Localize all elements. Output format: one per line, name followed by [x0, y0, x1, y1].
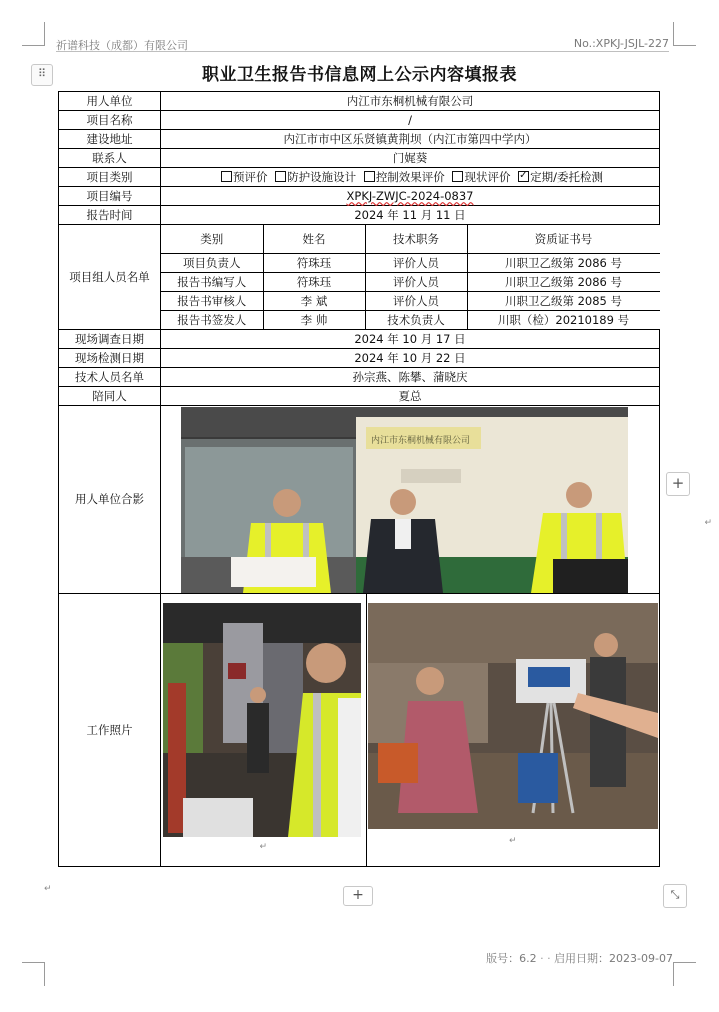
team-cert[interactable]: 川职卫乙级第 2085 号 — [467, 292, 660, 311]
category-option-status-eval[interactable]: 现状评价 — [448, 170, 510, 184]
crop-mark-bottom-left-h — [22, 962, 45, 963]
table-resize-icon[interactable]: ⤡ — [663, 884, 687, 908]
team-role[interactable]: 报告书编写人 — [161, 273, 263, 292]
category-option-facility-design[interactable]: 防护设施设计 — [271, 170, 356, 184]
escort-value[interactable]: 夏总 — [161, 387, 660, 406]
test-date-label: 现场检测日期 — [59, 349, 161, 368]
team-cell — [161, 225, 660, 330]
work-photo-right-cell — [366, 594, 659, 866]
work-photo-right-image[interactable] — [368, 603, 658, 829]
info-form-table — [58, 91, 713, 867]
team-header-role: 类别 — [161, 225, 263, 254]
survey-date-value[interactable]: 2024 年 10 月 17 日 — [161, 330, 660, 349]
team-cert[interactable]: 川职（检）20210189 号 — [467, 311, 660, 330]
survey-date-label: 现场调查日期 — [59, 330, 161, 349]
header-doc-no: No.:XPKJ-JSJL-227 — [573, 37, 669, 50]
team-header-name: 姓名 — [263, 225, 365, 254]
team-role[interactable]: 项目负责人 — [161, 254, 263, 273]
team-title[interactable]: 评价人员 — [365, 273, 467, 292]
employer-value[interactable]: 内江市东桐机械有限公司 — [161, 92, 660, 111]
address-label: 建设地址 — [59, 130, 161, 149]
crop-mark-bottom-left-v — [44, 962, 45, 986]
team-role[interactable]: 报告书签发人 — [161, 311, 263, 330]
project-no-value[interactable] — [161, 187, 660, 206]
work-photo-left-cell — [161, 594, 366, 866]
team-label: 项目组人员名单 — [59, 225, 161, 330]
project-no-label: 项目编号 — [59, 187, 161, 206]
project-no-text: XPKJ-ZWJC-2024-0837 — [346, 188, 474, 203]
team-header-cert: 资质证书号 — [467, 225, 660, 254]
paragraph-mark-icon: ↵ — [44, 884, 52, 894]
test-date-value[interactable]: 2024 年 10 月 22 日 — [161, 349, 660, 368]
team-name[interactable]: 李 斌 — [263, 292, 365, 311]
report-time-label: 报告时间 — [59, 206, 161, 225]
checkbox-icon[interactable] — [275, 171, 286, 182]
group-photo-cell — [161, 406, 713, 594]
paragraph-mark-icon: ↵ — [508, 836, 517, 846]
group-photo-image[interactable] — [181, 407, 628, 593]
crop-mark-top-left-h — [22, 45, 45, 46]
checkbox-icon[interactable] — [364, 171, 375, 182]
checkbox-icon[interactable] — [452, 171, 463, 182]
add-column-plus-icon[interactable]: + — [666, 472, 690, 496]
crop-mark-top-right-h — [673, 45, 696, 46]
crop-mark-top-right-v — [673, 22, 674, 46]
work-photo-cell — [161, 594, 660, 867]
team-title[interactable]: 评价人员 — [365, 254, 467, 273]
add-row-plus-icon[interactable]: + — [343, 886, 373, 906]
team-table — [161, 225, 660, 329]
team-title[interactable]: 评价人员 — [365, 292, 467, 311]
checkbox-icon[interactable] — [221, 171, 232, 182]
team-name[interactable]: 符珠珏 — [263, 273, 365, 292]
team-name[interactable]: 李 帅 — [263, 311, 365, 330]
technicians-label: 技术人员名单 — [59, 368, 161, 387]
report-time-value[interactable]: 2024 年 11 月 11 日 — [161, 206, 660, 225]
footer-version: 版号：6.2 — [486, 952, 537, 965]
contact-label: 联系人 — [59, 149, 161, 168]
work-photo-table — [161, 594, 659, 866]
project-name-value[interactable]: / — [161, 111, 660, 130]
contact-value[interactable]: 门娓葵 — [161, 149, 660, 168]
work-photo-left-image[interactable] — [163, 603, 361, 837]
team-cert[interactable]: 川职卫乙级第 2086 号 — [467, 254, 660, 273]
team-role[interactable]: 报告书审核人 — [161, 292, 263, 311]
group-photo-label: 用人单位合影 — [59, 406, 161, 594]
svg-text:内江市东桐机械有限公司: 内江市东桐机械有限公司 — [371, 435, 471, 446]
work-photo-label: 工作照片 — [59, 594, 161, 867]
footer-date: 启用日期：2023-09-07 — [554, 952, 673, 965]
team-title[interactable]: 技术负责人 — [365, 311, 467, 330]
employer-label: 用人单位 — [59, 92, 161, 111]
header-divider — [56, 51, 669, 52]
crop-mark-bottom-right-v — [673, 962, 674, 986]
crop-mark-top-left-v — [44, 22, 45, 46]
crop-mark-bottom-right-h — [673, 962, 696, 963]
technicians-value[interactable]: 孙宗燕、陈攀、蒲晓庆 — [161, 368, 660, 387]
team-name[interactable]: 符珠珏 — [263, 254, 365, 273]
category-option-periodic-test[interactable]: ✓ 定期/委托检测 — [514, 170, 603, 184]
page-title: 职业卫生报告书信息网上公示内容填报表 — [202, 65, 517, 85]
footer: 版号：6.2 · · 启用日期：2023-09-07 — [486, 952, 673, 965]
category-option-pre-eval[interactable]: 预评价 — [217, 170, 268, 184]
address-value[interactable]: 内江市市中区乐贤镇黄荆坝（内江市第四中学内） — [161, 130, 660, 149]
team-cert[interactable]: 川职卫乙级第 2086 号 — [467, 273, 660, 292]
checkbox-checked-icon[interactable] — [518, 171, 529, 182]
team-header-title: 技术职务 — [365, 225, 467, 254]
project-name-label: 项目名称 — [59, 111, 161, 130]
category-option-control-eval[interactable]: 控制效果评价 — [360, 170, 445, 184]
header-company: 祈谱科技（成都）有限公司 — [56, 39, 188, 52]
escort-label: 陪同人 — [59, 387, 161, 406]
table-move-handle-icon[interactable]: ⠿ — [31, 64, 53, 86]
category-label: 项目类别 — [59, 168, 161, 187]
category-options — [161, 168, 660, 187]
paragraph-mark-icon: ↵ — [704, 517, 713, 528]
paragraph-mark-icon: ↵ — [259, 842, 268, 852]
